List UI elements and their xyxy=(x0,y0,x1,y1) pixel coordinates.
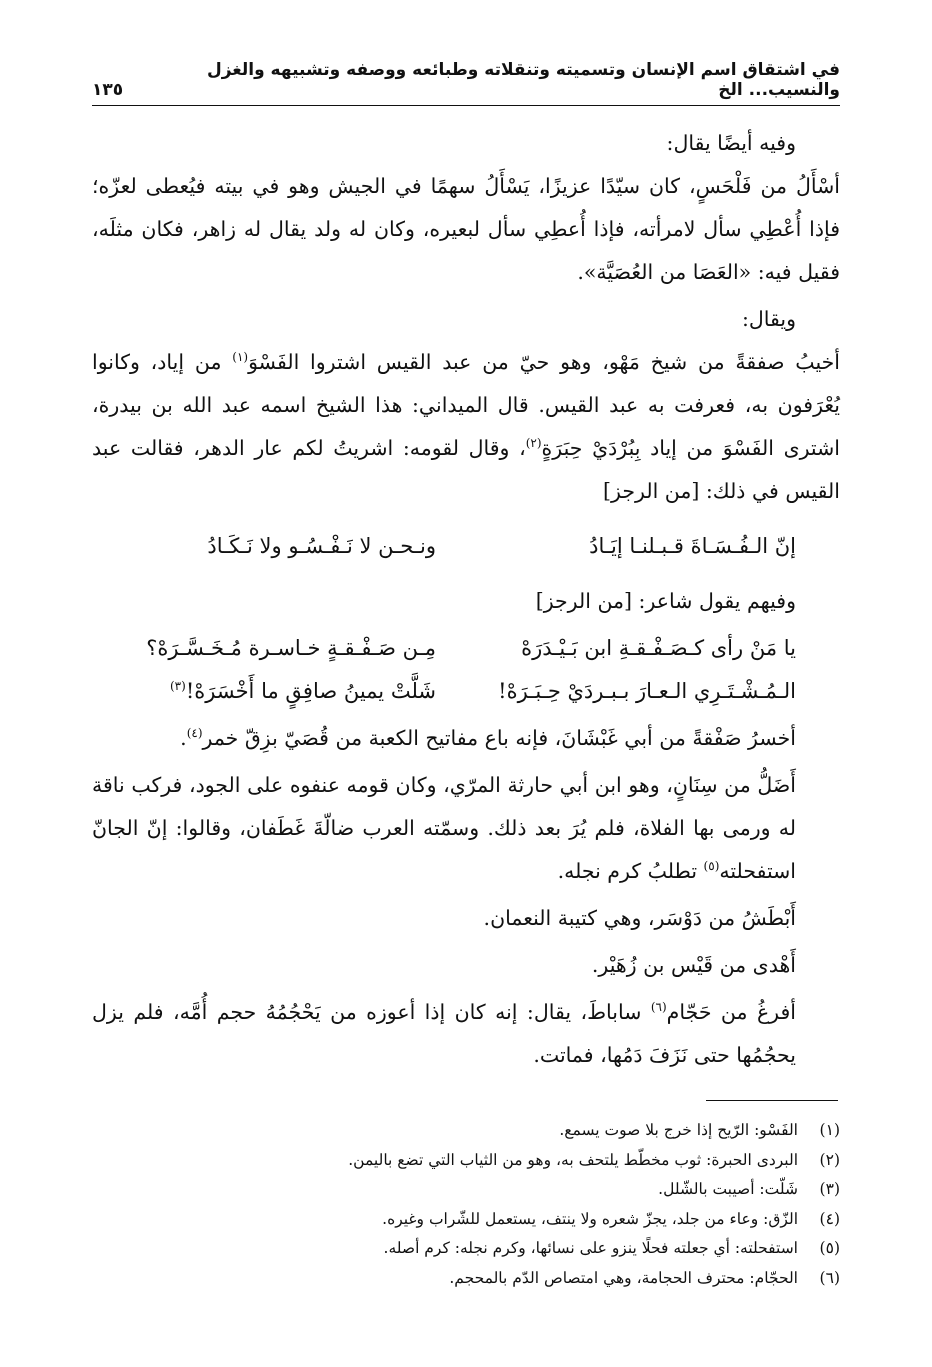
paragraph-2-text-c: ، وقال لقومه: اشريتُ لكم عار الدهر، فقالت عبد القيس في ذلك: [من الرجز] xyxy=(92,436,840,503)
paragraph-3-intro: وفيهم يقول شاعر: [من الرجز] xyxy=(535,589,796,613)
paragraph-8 xyxy=(92,991,840,1077)
footnote-text: البردى الحبرة: ثوب مخطّط يلتحف به، وهو من الثياب التي تضع باليمن. xyxy=(348,1150,798,1169)
verse-2 xyxy=(92,627,840,670)
footnote-number: (٣) xyxy=(819,1180,840,1198)
paragraph-8-text-a: أفرغُ من حَجّام xyxy=(666,1000,796,1024)
paragraph-7: أَهْدى من قَيْس بن زُهَيْر. xyxy=(591,953,796,977)
footnote-text: استفحلته: أي جعلته فحلًا ينزو على نسائها، وكرم نجله: كرم أصله. xyxy=(383,1239,798,1257)
verse-3-first-hemistich: الـمُـشْـتَـرِي الـعـارَ بـبـردَيْ حِـبَـرَهْ! xyxy=(498,679,796,703)
paragraph-1: أسْأَلُ من فَلْحَسٍ، كان سيّدًا عزيزًا، يَسْأَلُ سهمًا في الجيش وهو في بيته فيُعطى لعزّه؛ فإذا أُعْطِي سأل لامرأته، فإذا أُعطِي سأل لبعيره، وكان له ولد يقال له زاهر، فكان مثلَه، فقيل فيه: «العَصَا من العُصَيَّة». xyxy=(92,174,840,284)
verse-1-second-hemistich: ونـحـن لا نَـفْـسُـو ولا نَـكَـادُ xyxy=(207,534,436,558)
footnote xyxy=(92,1234,840,1264)
footnote-number: (٦) xyxy=(819,1268,840,1287)
paragraph-8-text-b: ساباطَ، يقال: إنه كان إذا أعوزه من يَحْجُمُهُ حجم أُمَّه، فلم يزل يحجُمُها حتى نَزَفَ دَمُها، فماتت. xyxy=(92,1000,796,1067)
footnote-number: (٢) xyxy=(819,1150,840,1169)
paragraph-5 xyxy=(92,764,840,893)
paragraph-4 xyxy=(92,717,840,760)
footnote xyxy=(92,1264,840,1294)
footnote xyxy=(92,1116,840,1146)
paragraph-2-text-b: من إياد، وكانوا يُعْرَفون به، فعرفت به عبد القيس. قال الميداني: هذا الشيخ اسمه عبد الله بن بيدرة، اشترى الفَسْوَ من إياد بِبُرْدَيْ حِبَرَةٍ xyxy=(92,350,840,460)
paragraph-2-intro: ويقال: xyxy=(741,307,796,331)
footnote-text: الفَسْو: الرّيح إذا خرج بلا صوت يسمع. xyxy=(559,1121,798,1139)
verse-2-second-hemistich: مِـن صَـفْـقـةٍ خـاسـرة مُـخَـسَّـرَهْ؟ xyxy=(146,636,436,660)
verse-2-first-hemistich: يا مَنْ رأى كـصَـفْـقـةِ ابن بَـيْـدَرَهْ xyxy=(521,636,796,660)
paragraph-5-text-a: أَضَلُّ من سِنَانٍ، وهو ابن أبي حارثة المرّي، وكان قومه عنفوه على الجود، فركب ناقة له ورمى بها الفلاة، فلم يُرَ بعد ذلك. وسمّته العرب ضالّةَ غَطَفان، وقالوا: إنّ الجانّ استفحلته xyxy=(92,773,796,883)
footnote-text: شَلّت: أصيبت بالشّلل. xyxy=(658,1180,798,1198)
header-title: في اشتقاق اسم الإنسان وتسميته وتنقلاته وطبائعه ووصفه وتشبيهه والغزل والنسيب... الخ xyxy=(206,60,840,100)
paragraph-2 xyxy=(92,341,840,513)
footnote xyxy=(92,1146,840,1176)
page-number: ١٣٥ xyxy=(92,80,124,100)
footnote-number: (٤) xyxy=(819,1209,840,1228)
footnote xyxy=(92,1205,840,1235)
footnote-ref-1: (١) xyxy=(232,350,249,365)
paragraph-2-text-a: أخيبُ صفقةً من شيخ مَهْو، وهو حيّ من عبد القيس اشتروا الفَسْوَ xyxy=(248,350,840,374)
footnote xyxy=(92,1175,840,1205)
header-rule xyxy=(92,105,840,106)
footnotes xyxy=(92,1116,840,1293)
footnote-ref-4: (٤) xyxy=(186,726,203,741)
verse-3-second-hemistich xyxy=(146,670,456,713)
main-text xyxy=(92,122,840,1077)
footnote-text: الزّق: وعاء من جلد، يجزّ شعره ولا ينتف، يستعمل للشّراب وغيره. xyxy=(382,1209,798,1228)
footnote-rule xyxy=(706,1100,838,1101)
paragraph-4-text-b: . xyxy=(180,726,187,750)
paragraph-4-text-a: أخسرُ صَفْقةً من أبي غَبْشَانَ، فإنه باع مفاتيح الكعبة من قُصَيّ بزِقّ خمر xyxy=(202,726,796,750)
footnote-text: الحجّام: محترف الحجامة، وهي امتصاص الدّم بالمحجم. xyxy=(449,1268,798,1287)
paragraph-intro: وفيه أيضًا يقال: xyxy=(666,131,796,155)
footnote-number: (١) xyxy=(819,1121,840,1139)
verse-1 xyxy=(92,525,840,568)
paragraph-6: أَبْطَشُ من دَوْسَر، وهي كتيبة النعمان. xyxy=(483,906,796,930)
verse-3 xyxy=(92,670,840,713)
footnote-ref-6: (٦) xyxy=(650,1000,667,1015)
footnote-ref-5: (٥) xyxy=(703,859,720,874)
running-header xyxy=(92,60,840,100)
footnote-ref-3: (٣) xyxy=(169,679,186,693)
footnote-ref-2: (٢) xyxy=(525,436,542,451)
verse-3-second-text: شَلَّتْ يمينُ صافِقٍ ما أَخْسَرَهْ! xyxy=(185,679,436,703)
verse-1-first-hemistich: إنّ الـفُـسَـاةَ قـبـلنـا إيَـادُ xyxy=(589,534,796,558)
paragraph-5-text-b: تطلبُ كرم نجله. xyxy=(557,859,704,883)
footnote-number: (٥) xyxy=(819,1239,840,1257)
